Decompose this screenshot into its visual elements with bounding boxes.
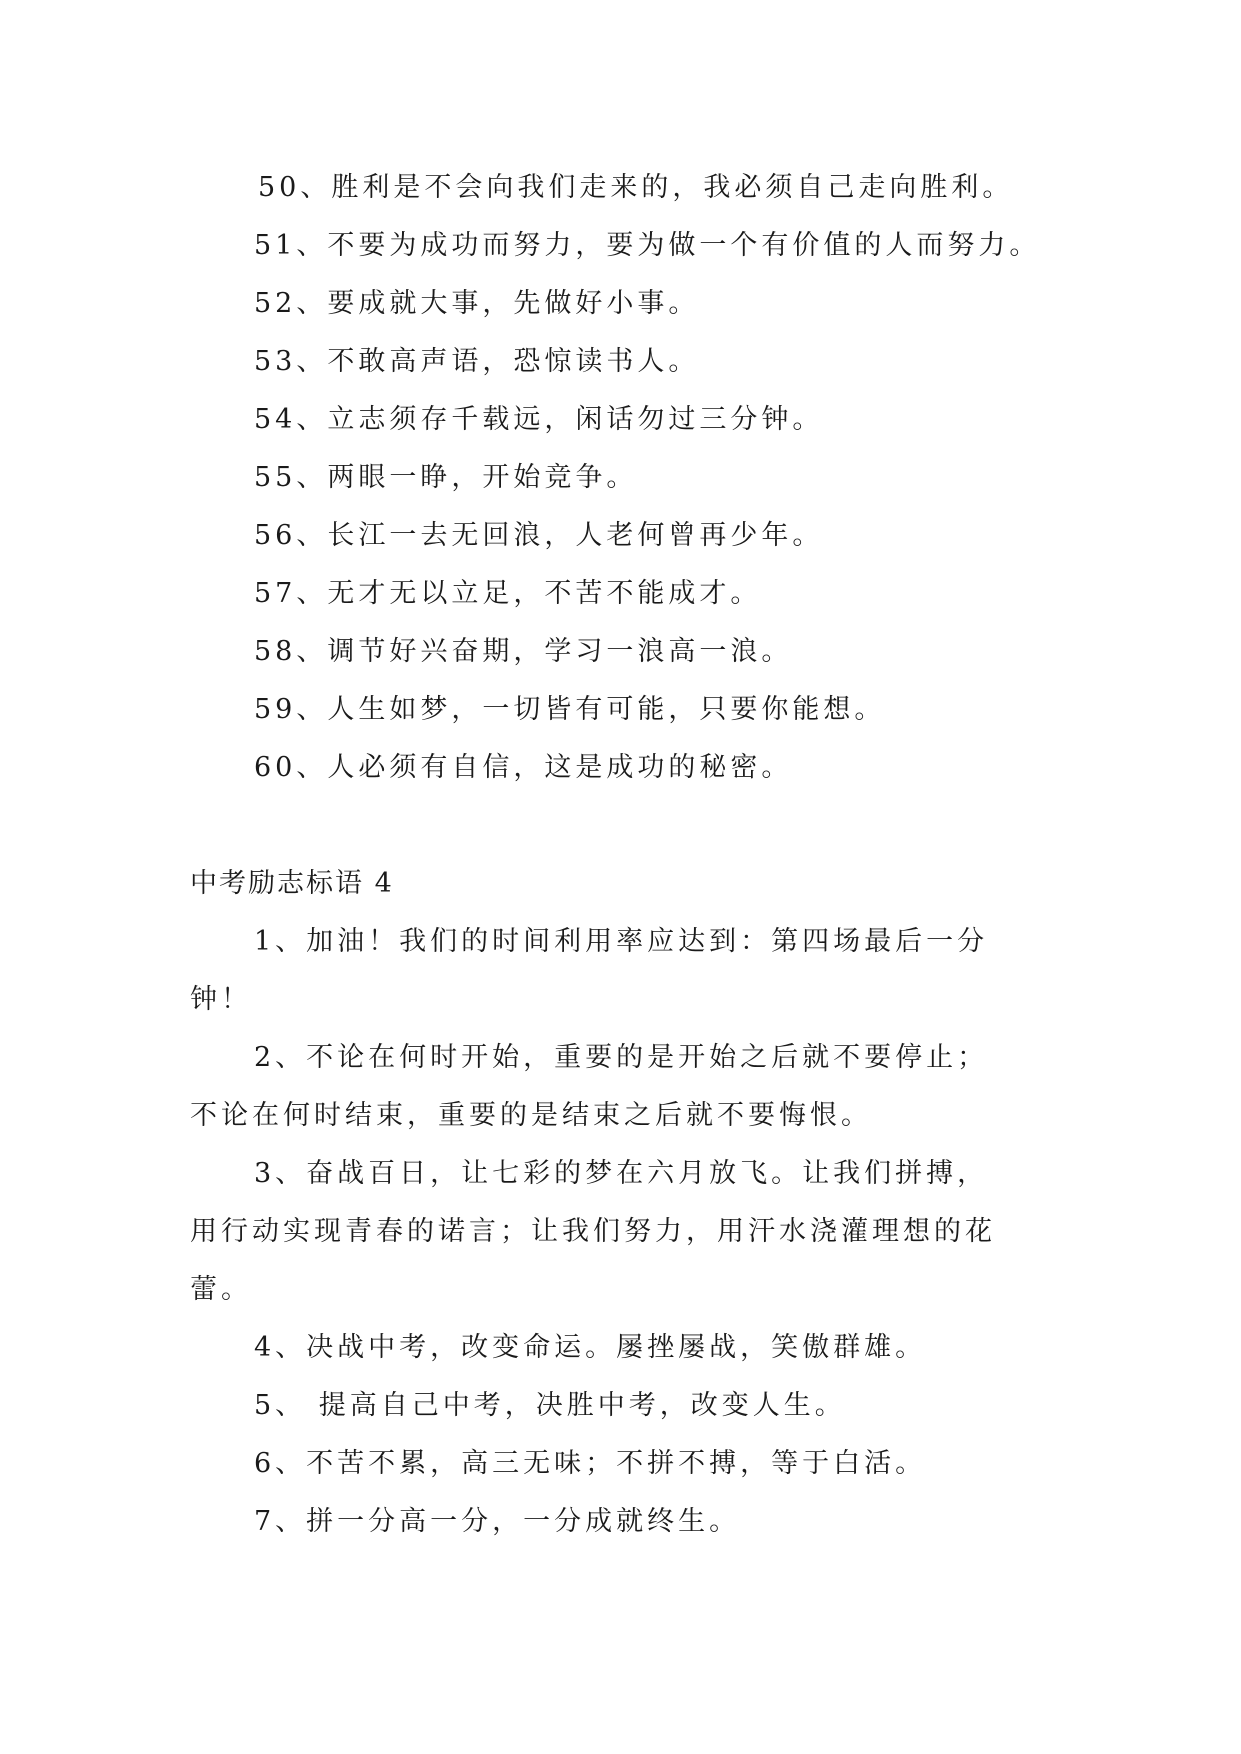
list-item: 59、人生如梦，一切皆有可能，只要你能想。 [254,694,886,725]
list-item: 7、拼一分高一分，一分成就终生。 [254,1506,741,1537]
list-item: 56、长江一去无回浪，人老何曾再少年。 [254,520,824,551]
list-item: 50、胜利是不会向我们走来的，我必须自己走向胜利。 [258,172,1014,203]
list-item: 2、不论在何时开始，重要的是开始之后就不要停止； [254,1042,989,1073]
list-item-continuation: 钟！ [190,984,252,1015]
list-item: 55、两眼一睁，开始竞争。 [254,462,638,493]
section-heading: 中考励志标语 4 [190,868,394,899]
list-item: 5、 提高自己中考，决胜中考，改变人生。 [254,1390,846,1421]
list-item: 57、无才无以立足，不苦不能成才。 [254,578,762,609]
list-item-continuation: 不论在何时结束，重要的是结束之后就不要悔恨。 [190,1100,872,1131]
list-item: 53、不敢高声语，恐惊读书人。 [254,346,700,377]
list-item: 54、立志须存千载远，闲话勿过三分钟。 [254,404,824,435]
list-item: 51、不要为成功而努力，要为做一个有价值的人而努力。 [254,230,1041,261]
list-item-continuation: 用行动实现青春的诺言；让我们努力，用汗水浇灌理想的花 [190,1216,996,1247]
list-item: 1、加油！我们的时间利用率应达到：第四场最后一分 [254,926,989,957]
list-item: 52、要成就大事，先做好小事。 [254,288,700,319]
list-item-continuation: 蕾。 [190,1274,252,1305]
list-item: 58、调节好兴奋期，学习一浪高一浪。 [254,636,793,667]
list-item: 6、不苦不累，高三无味；不拼不搏，等于白活。 [254,1448,927,1479]
list-item: 60、人必须有自信，这是成功的秘密。 [254,752,793,783]
list-item: 3、奋战百日，让七彩的梦在六月放飞。让我们拼搏， [254,1158,989,1189]
list-item: 4、决战中考，改变命运。屡挫屡战，笑傲群雄。 [254,1332,927,1363]
